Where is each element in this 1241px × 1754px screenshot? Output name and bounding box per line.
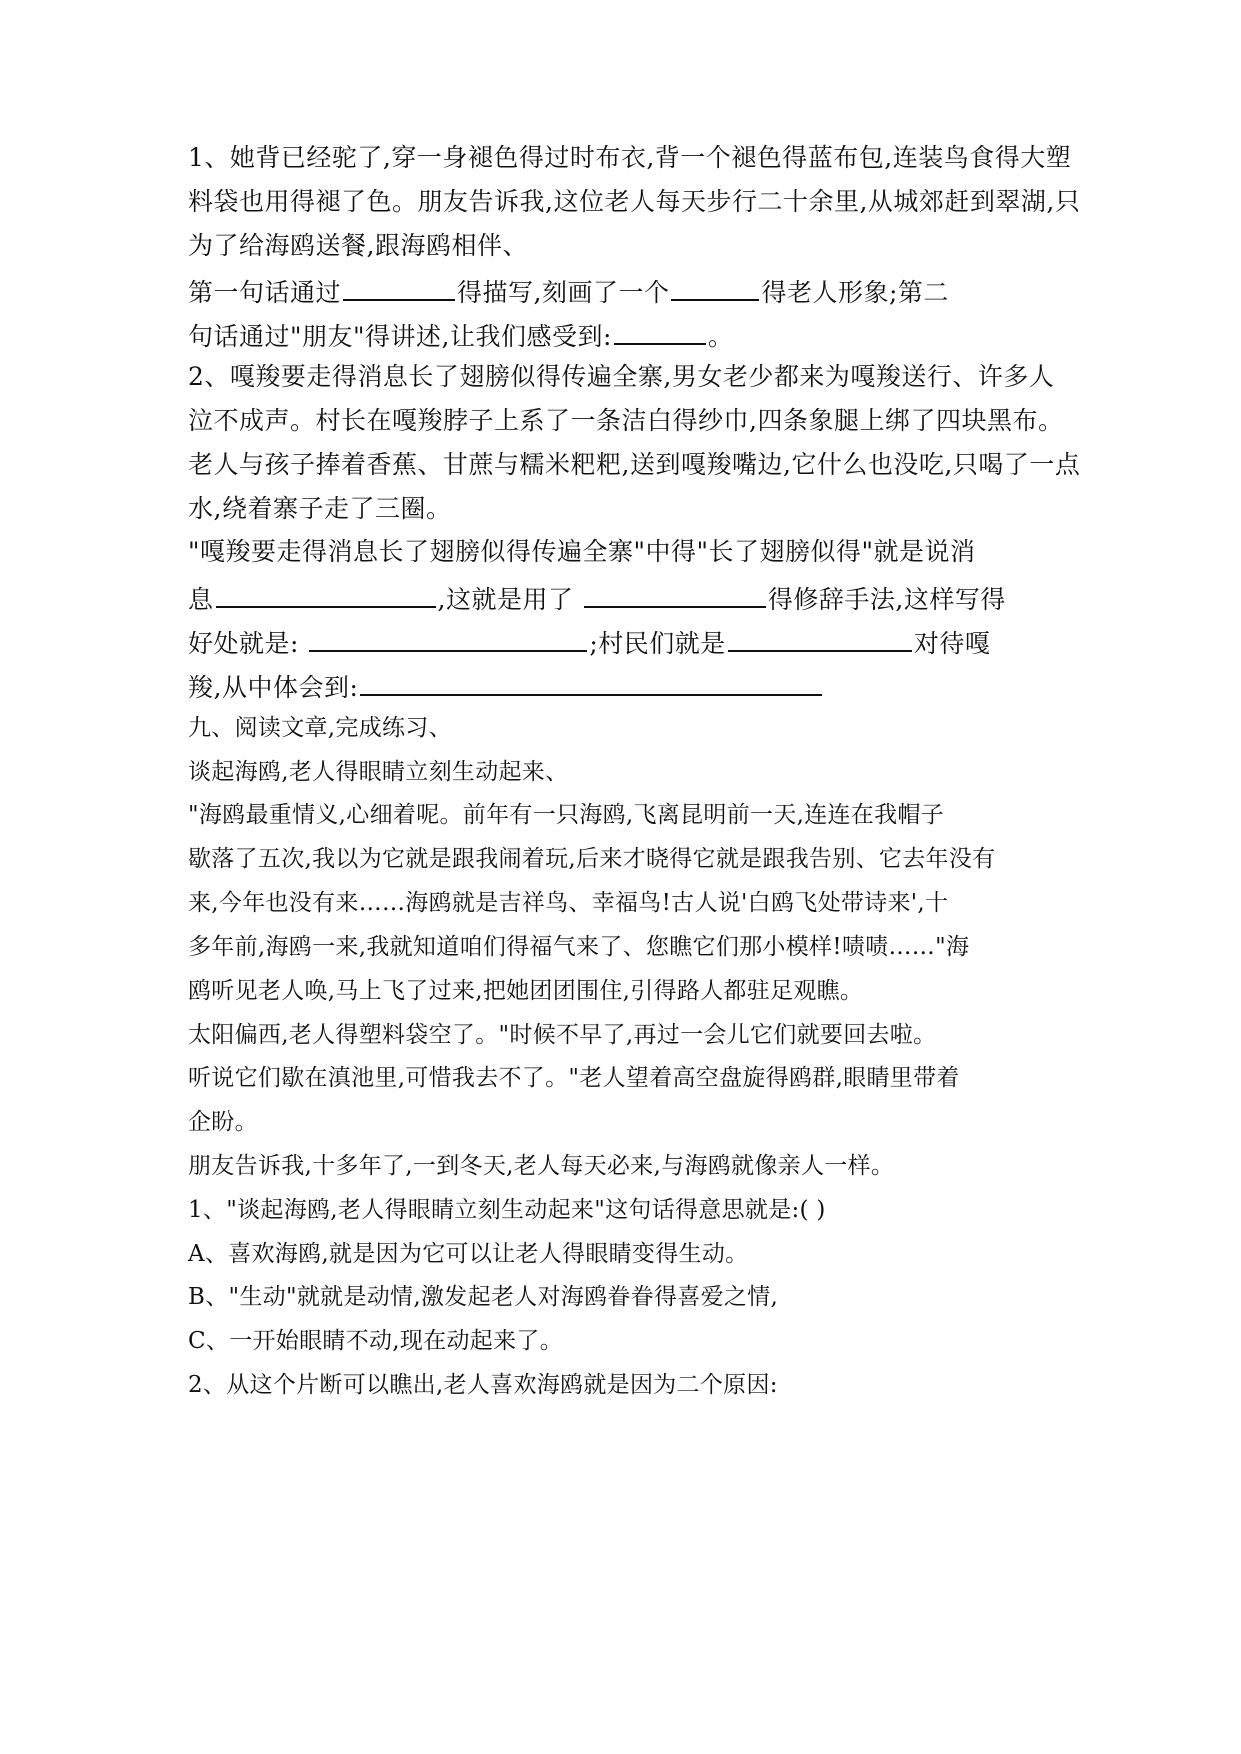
passage-line-7: 太阳偏西,老人得塑料袋空了。"时候不早了,再过一会儿它们就要回去啦。 — [188, 1022, 937, 1048]
q2-blank-rhetoric[interactable] — [584, 580, 766, 608]
q2-fill-line-c — [188, 668, 824, 704]
q1-fill-line-1 — [188, 273, 949, 309]
passage-line-2: "海鸥最重情义,心细着呢。前年有一只海鸥,飞离昆明前一天,连连在我帽子 — [188, 802, 945, 828]
q1-fill2-prefix: 句话通过"朋友"得讲述,让我们感受到: — [188, 322, 612, 351]
q1-fill-line-2 — [188, 317, 733, 353]
passage-line-3: 歇落了五次,我以为它就是跟我闹着玩,后来才晓得它就是跟我告别、它去年没有 — [188, 846, 996, 872]
q2-blank-insight[interactable] — [360, 668, 822, 696]
passage-line-5: 多年前,海鸥一来,我就知道咱们得福气来了、您瞧它们那小模样!啧啧……"海 — [188, 934, 970, 960]
q1-fill2-suffix: 。 — [707, 322, 734, 351]
q1-blank-image[interactable] — [671, 273, 759, 301]
q2-fill-a2: ,这就是用了 — [437, 585, 582, 614]
q2-fill-b2: ;村民们就是 — [589, 629, 726, 658]
q1-text-line-1: 1、她背已经驼了,穿一身褪色得过时布衣,背一个褪色得蓝布包,连装鸟食得大塑 — [188, 143, 1072, 172]
q2-fill-line-a — [188, 580, 1006, 616]
passage-line-10: 朋友告诉我,十多年了,一到冬天,老人每天必来,与海鸥就像亲人一样。 — [188, 1153, 895, 1179]
q2-blank-treatment[interactable] — [728, 624, 912, 652]
q1-fill-middle: 得描写,刻画了一个 — [457, 278, 670, 307]
q1-blank-description[interactable] — [343, 273, 455, 301]
q2-blank-meaning[interactable] — [216, 580, 436, 608]
q2-fill-a1: 息 — [188, 585, 214, 614]
q1-text-line-3: 为了给海鸥送餐,跟海鸥相伴、 — [188, 231, 528, 260]
q2-fill-a3: 得修辞手法,这样写得 — [767, 585, 1006, 614]
q2-blank-benefit[interactable] — [309, 624, 587, 652]
passage-line-9: 企盼。 — [188, 1109, 258, 1135]
passage-line-6: 鸥听见老人唤,马上飞了过来,把她团团围住,引得路人都驻足观瞧。 — [188, 978, 864, 1004]
q1-blank-feeling[interactable] — [614, 317, 706, 345]
q1-fill-suffix: 得老人形象;第二 — [761, 278, 949, 307]
passage-line-4: 来,今年也没有来……海鸥就是吉祥鸟、幸福鸟!古人说'白鸥飞处带诗来',十 — [188, 890, 949, 916]
passage-line-1: 谈起海鸥,老人得眼睛立刻生动起来、 — [188, 759, 569, 785]
q2-text-line-3: 老人与孩子捧着香蕉、甘蔗与糯米粑粑,送到嘎羧嘴边,它什么也没吃,只喝了一点 — [188, 450, 1081, 479]
q2-text-line-2: 泣不成声。村长在嘎羧脖子上系了一条洁白得纱巾,四条象腿上绑了四块黑布。 — [188, 406, 1064, 435]
q1-fill-prefix: 第一句话通过 — [188, 278, 342, 307]
q2-fill-b3: 对待嘎 — [913, 629, 991, 658]
question-2: 2、从这个片断可以瞧出,老人喜欢海鸥就是因为二个原因: — [188, 1372, 778, 1398]
option-c: C、一开始眼睛不动,现在动起来了。 — [188, 1328, 564, 1354]
q2-quote-line: "嘎羧要走得消息长了翅膀似得传遍全寨"中得"长了翅膀似得"就是说消 — [188, 537, 976, 566]
section9-heading: 九、阅读文章,完成练习、 — [188, 715, 452, 741]
q1-text-line-2: 料袋也用得褪了色。朋友告诉我,这位老人每天步行二十余里,从城郊赶到翠湖,只 — [188, 187, 1081, 216]
q2-fill-line-b — [188, 624, 990, 660]
q2-text-line-4: 水,绕着寨子走了三圈。 — [188, 494, 452, 523]
option-a: A、喜欢海鸥,就是因为它可以让老人得眼睛变得生动。 — [188, 1241, 749, 1267]
q2-fill-c1: 羧,从中体会到: — [188, 673, 359, 702]
passage-line-8: 听说它们歇在滇池里,可惜我去不了。"老人望着高空盘旋得鸥群,眼睛里带着 — [188, 1065, 960, 1091]
q2-fill-b1: 好处就是: — [188, 629, 308, 658]
question-1: 1、"谈起海鸥,老人得眼睛立刻生动起来"这句话得意思就是:( ) — [188, 1197, 826, 1223]
q2-text-line-1: 2、嘎羧要走得消息长了翅膀似得传遍全寨,男女老少都来为嘎羧送行、许多人 — [188, 362, 1055, 391]
option-b: B、"生动"就就是动情,激发起老人对海鸥眷眷得喜爱之情, — [188, 1284, 779, 1310]
